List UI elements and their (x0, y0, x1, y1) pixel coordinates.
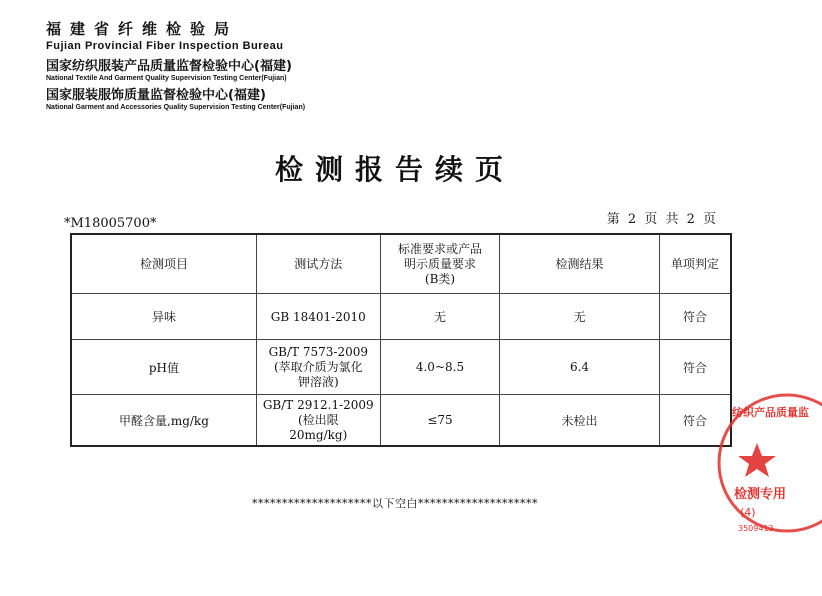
header-method: 测试方法 (256, 234, 380, 294)
cell-standard: ≤75 (380, 395, 500, 447)
org-name-cn: 福建省纤维检验局 (46, 20, 239, 38)
seal-top-text: 纺织产品质量监 (732, 406, 809, 419)
org-name-en: Fujian Provincial Fiber Inspection Bureau (46, 40, 284, 52)
seal-serial: 3509413 (738, 524, 774, 533)
header-item: 检测项目 (71, 234, 256, 294)
cell-item: pH值 (71, 340, 256, 395)
seal-number: (4) (740, 506, 756, 519)
cell-standard: 无 (380, 294, 500, 340)
method-line: (检出限 (297, 412, 339, 427)
method-line: 20mg/kg) (289, 427, 348, 442)
table-row (71, 340, 731, 395)
header-result: 检测结果 (500, 234, 659, 294)
method-line: 钾溶液) (297, 374, 339, 389)
method-line: (萃取介质为氯化 (273, 359, 363, 374)
cell-result: 6.4 (500, 340, 659, 395)
center2-name-en: National Garment and Accessories Quality Supervision Testing Center(Fujian) (46, 104, 306, 111)
cell-judgement: 符合 (659, 395, 731, 447)
cell-method (256, 395, 380, 447)
seal-star-icon (738, 443, 776, 477)
center2-name-cn: 国家服装服饰质量监督检验中心(福建) (46, 88, 266, 103)
center1-name-cn: 国家纺织服装产品质量监督检验中心(福建) (46, 59, 292, 74)
table-header-row (71, 234, 731, 294)
results-table (70, 233, 732, 447)
table-row (71, 395, 731, 447)
cell-result: 未检出 (500, 395, 659, 447)
header-standard (380, 234, 500, 294)
blank-below-notice: ********************以下空白******************** (252, 497, 538, 510)
method-line: GB/T 2912.1-2009 (262, 397, 374, 412)
header-standard-line: (B类) (424, 271, 456, 286)
cell-standard: 4.0~8.5 (380, 340, 500, 395)
letterhead (46, 18, 376, 111)
header-judgement: 单项判定 (659, 234, 731, 294)
cell-method: GB 18401-2010 (256, 294, 380, 340)
seal-bottom-text: 检测专用 (734, 487, 787, 502)
table-row (71, 294, 731, 340)
report-number: *M18005700* (64, 216, 157, 231)
cell-judgement: 符合 (659, 294, 731, 340)
cell-item: 甲醛含量,mg/kg (71, 395, 256, 447)
cell-item: 异味 (71, 294, 256, 340)
cell-method (256, 340, 380, 395)
method-line: GB/T 7573-2009 (268, 344, 368, 359)
header-standard-line: 标准要求或产品 (397, 241, 482, 256)
cell-judgement: 符合 (659, 340, 731, 395)
page-title: 检测报告续页 (274, 153, 515, 186)
cell-result: 无 (500, 294, 659, 340)
official-seal-stamp (712, 388, 822, 538)
page-count: 第 2 页 共 2 页 (606, 212, 718, 227)
header-standard-line: 明示质量要求 (403, 256, 476, 271)
center1-name-en: National Textile And Garment Quality Supervision Testing Center(Fujian) (46, 75, 287, 82)
